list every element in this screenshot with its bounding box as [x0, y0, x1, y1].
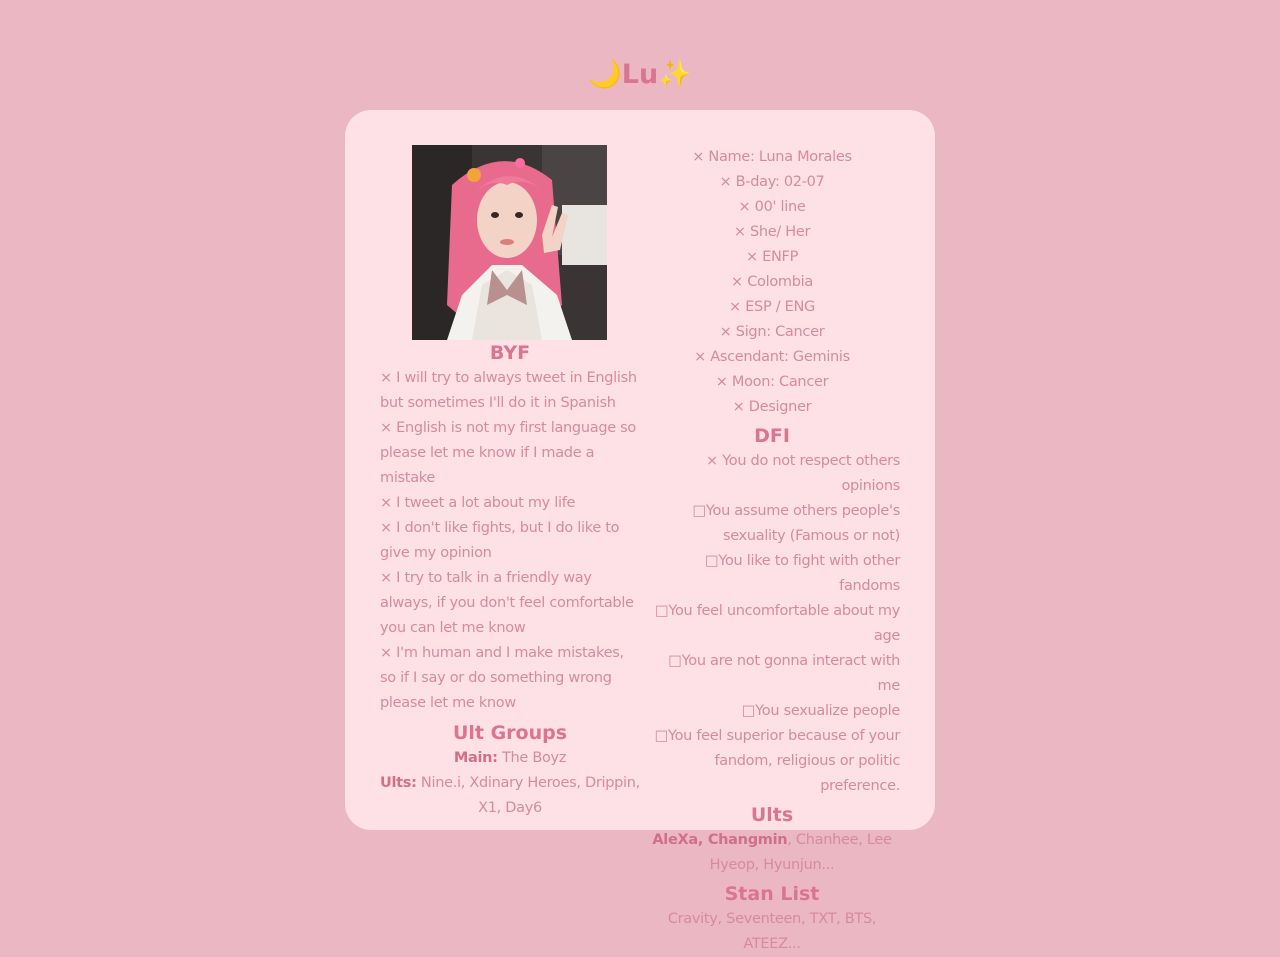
dfi-item: × You do not respect others opinions: [706, 453, 900, 494]
ult-groups-main-value: The Boyz: [497, 750, 567, 766]
profile-item: × Name: Luna Morales: [692, 149, 852, 165]
dfi-item: □You feel uncomfortable about my age: [654, 603, 900, 644]
profile-list: [644, 145, 900, 420]
profile-item: × She/ Her: [733, 224, 811, 240]
ults-bold-names: AleXa, Changmin: [652, 832, 788, 848]
byf-heading: BYF: [489, 342, 531, 364]
profile-item: × B-day: 02-07: [719, 174, 825, 190]
profile-item: × Colombia: [731, 274, 813, 290]
profile-item: × 00' line: [738, 199, 806, 215]
profile-item: × ENFP: [745, 249, 799, 265]
dfi-heading: DFI: [754, 425, 790, 447]
dfi-list: [644, 449, 900, 799]
dfi-item: □You like to fight with other fandoms: [704, 553, 900, 594]
avatar-photo: [412, 145, 607, 340]
ult-groups-main: [380, 746, 640, 771]
dfi-item: □You assume others people's sexuality (Famous or not): [692, 503, 900, 544]
byf-section: [380, 340, 640, 821]
profile-item: × Sign: Cancer: [719, 324, 825, 340]
profile-item: × Moon: Cancer: [715, 374, 829, 390]
avatar: [412, 145, 607, 340]
byf-item: × I tweet a lot about my life: [380, 495, 576, 511]
stan-list-items: Cravity, Seventeen, TXT, BTS, ATEEZ...: [667, 911, 877, 952]
ult-groups-ults: [380, 771, 640, 821]
profile-card: [345, 110, 935, 952]
dfi-item: □You sexualize people: [741, 703, 900, 719]
byf-item: × I will try to always tweet in English but sometimes I'll do it in Spanish: [380, 370, 637, 411]
profile-item: × Designer: [732, 399, 812, 415]
dfi-item: □You are not gonna interact with me: [668, 653, 900, 694]
byf-list: [380, 366, 640, 716]
ults-heading: Ults: [750, 804, 794, 826]
byf-item: × I'm human and I make mistakes, so if I say or do something wrong please let me know: [380, 645, 624, 711]
ults-rest: , Chanhee, Lee Hyeop, Hyunjun...: [709, 832, 892, 873]
profile-item: × ESP / ENG: [729, 299, 815, 315]
ult-groups-ults-label: Ults:: [380, 775, 417, 791]
ult-groups-heading: Ult Groups: [452, 722, 568, 744]
ult-groups-ults-value: Nine.i, Xdinary Heroes, Drippin, X1, Day6: [416, 775, 640, 816]
ults-list: [644, 828, 900, 878]
stan-list-heading: Stan List: [724, 883, 820, 905]
profile-item: × Ascendant: Geminis: [694, 349, 850, 365]
page-title: 🌙Lu✨: [588, 59, 692, 90]
dfi-item: □You feel superior because of your fandom, religious or politic preference.: [654, 728, 900, 794]
byf-item: × I don't like fights, but I do like to give my opinion: [380, 520, 620, 561]
byf-item: × English is not my first language so please let me know if I made a mistake: [380, 420, 636, 486]
profile-section: [644, 145, 900, 957]
ult-groups-main-label: Main:: [453, 750, 498, 766]
byf-item: × I try to talk in a friendly way always, if you don't feel comfortable you can let me know: [380, 570, 634, 636]
